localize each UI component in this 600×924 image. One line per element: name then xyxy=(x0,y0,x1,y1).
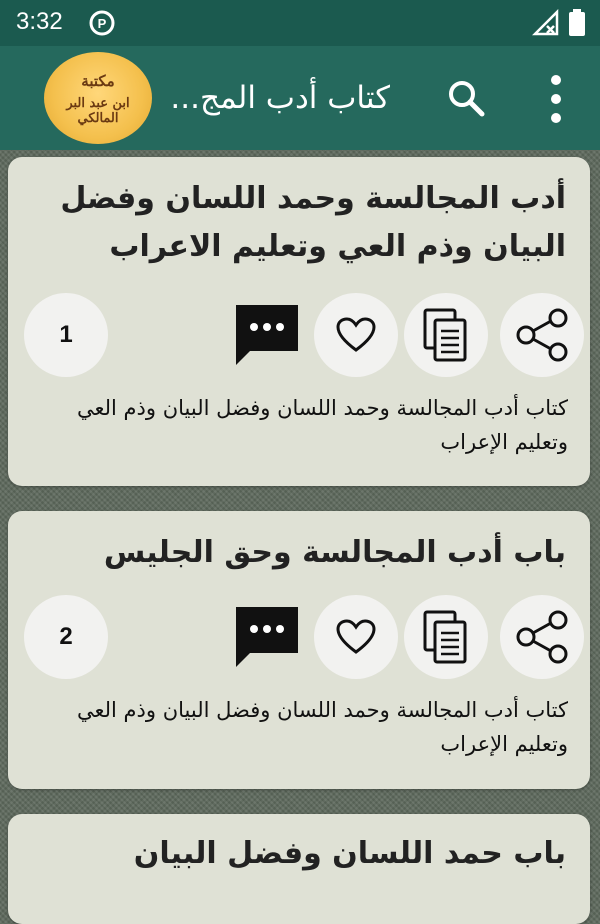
chapter-number-badge xyxy=(24,293,108,377)
heart-outline-icon xyxy=(336,619,376,655)
svg-text:P: P xyxy=(97,16,107,31)
favorite-button[interactable] xyxy=(314,293,398,377)
comment-button[interactable] xyxy=(232,605,302,669)
status-bar xyxy=(0,0,600,46)
more-vert-icon xyxy=(536,72,576,126)
search-icon xyxy=(444,76,488,120)
comment-icon xyxy=(232,303,302,367)
copy-icon xyxy=(422,609,470,665)
copy-icon xyxy=(422,307,470,363)
chapter-card[interactable] xyxy=(8,157,590,486)
app-toolbar xyxy=(0,46,600,150)
card-description: كتاب أدب المجالسة وحمد اللسان وفضل البيان وذم العي وتعليم الإعراب xyxy=(77,698,568,756)
toolbar-title: كتاب أدب المج... xyxy=(170,80,390,116)
battery-icon xyxy=(568,9,586,41)
more-options-button[interactable] xyxy=(536,72,576,126)
share-button[interactable] xyxy=(500,293,584,377)
notification-badge-icon xyxy=(88,9,116,41)
copy-button[interactable] xyxy=(404,595,488,679)
share-icon xyxy=(514,307,570,363)
share-button[interactable] xyxy=(500,595,584,679)
chapter-card[interactable] xyxy=(8,814,590,924)
favorite-button[interactable] xyxy=(314,595,398,679)
card-title: باب حمد اللسان وفضل البيان xyxy=(133,836,566,871)
search-button[interactable] xyxy=(444,76,488,120)
card-description: كتاب أدب المجالسة وحمد اللسان وفضل البيان وذم العي وتعليم الإعراب xyxy=(77,396,568,454)
logo-line-2: ابن عبد البر المالكي xyxy=(66,96,130,126)
chapter-card[interactable] xyxy=(8,511,590,789)
chapter-number: 2 xyxy=(59,623,73,650)
chapter-number-badge xyxy=(24,595,108,679)
heart-outline-icon xyxy=(336,317,376,353)
no-signal-icon xyxy=(532,9,560,41)
status-time: 3:32 xyxy=(16,8,63,35)
comment-button[interactable] xyxy=(232,303,302,367)
app-logo xyxy=(44,52,152,144)
card-title: أدب المجالسة وحمد اللسان وفضل البيان وذم العي وتعليم الاعراب xyxy=(60,181,566,264)
card-title: باب أدب المجالسة وحق الجليس xyxy=(103,535,566,570)
logo-line-1: مكتبة xyxy=(81,72,115,90)
share-icon xyxy=(514,609,570,665)
copy-button[interactable] xyxy=(404,293,488,377)
chapter-number: 1 xyxy=(59,321,73,348)
comment-icon xyxy=(232,605,302,669)
